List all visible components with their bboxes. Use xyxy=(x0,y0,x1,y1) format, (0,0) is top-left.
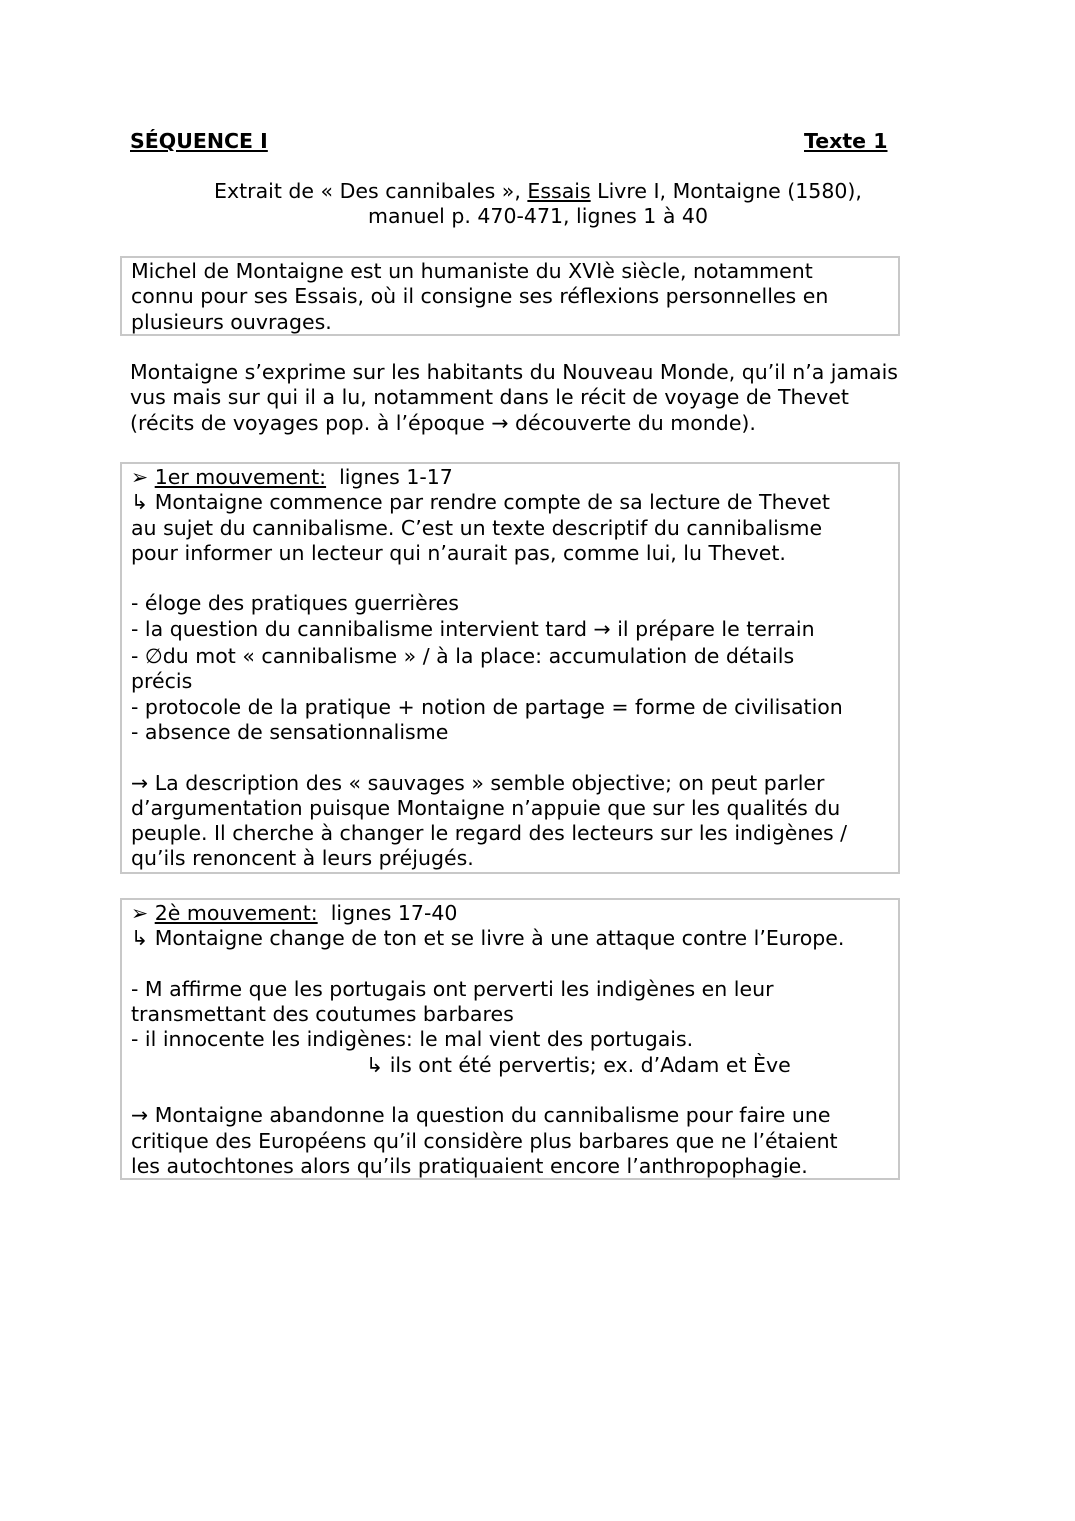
arrow-bullet-icon: ➢ xyxy=(131,901,155,925)
context-paragraph: Montaigne s’exprime sur les habitants du Nouveau Monde, qu’il n’a jamais vus mais sur qui il a lu, notamment dans le récit de voyage de Thevet (récits de voyages pop. à l’époque → découverte du monde). xyxy=(130,360,898,435)
mouvement-2-box: ➢ 2è mouvement: lignes 17-40 ↳ Montaigne change de ton et se livre à une attaque contre l’Europe. - M affirme que les portugais ont perverti les indigènes en leur transmettant des coutumes barbares - il innocente les indigènes: le mal vient des portugais. ↳ ils ont été pervertis; ex. d’Adam et Ève → Montaigne abandonne la question du cannibalisme pour faire une critique des Européens qu’il considère plus barbares que ne l’étaient les autochtones alors qu’ils pratiquaient encore l’anthropophagie. xyxy=(120,898,900,1180)
extract-line-2: manuel p. 470-471, lignes 1 à 40 xyxy=(367,204,708,229)
mouvement-1-box: ➢ 1er mouvement: lignes 1-17 ↳ Montaigne commence par rendre compte de sa lecture de Thevet au sujet du cannibalisme. C’est un texte descriptif du cannibalisme pour informer un lecteur qui n’aurait pas, comme lui, lu Thevet. - éloge des pratiques guerrières - la question du cannibalisme intervient tard → il prépare le terrain - ∅du mot « cannibalisme » / à la place: accumulation de détails précis - protocole de la pratique + notion de partage = forme de civilisation - absence de sensationnalisme → La description des « sauvages » semble objective; on peut parler d’argumentation puisque Montaigne n’appuie que sur les qualités du peuple. Il cherche à changer le regard des lecteurs sur les indigènes / qu’ils renoncent à leurs préjugés. xyxy=(120,462,900,874)
extract-reference xyxy=(130,179,946,230)
text-number-heading: Texte 1 xyxy=(804,129,888,153)
mouvement-2-heading: ➢ 2è mouvement: lignes 17-40 xyxy=(131,901,458,925)
author-intro-box: Michel de Montaigne est un humaniste du XVIè siècle, notamment connu pour ses Essais, où il consigne ses réflexions personnelles en plusieurs ouvrages. xyxy=(120,256,900,336)
book-title: Essais xyxy=(527,179,591,203)
mouvement-1-heading: ➢ 1er mouvement: lignes 1-17 xyxy=(131,465,453,489)
sequence-heading: SÉQUENCE I xyxy=(130,129,268,153)
extract-line-1: Extrait de « Des cannibales », Essais Livre I, Montaigne (1580), xyxy=(214,179,862,203)
arrow-bullet-icon: ➢ xyxy=(131,465,155,489)
